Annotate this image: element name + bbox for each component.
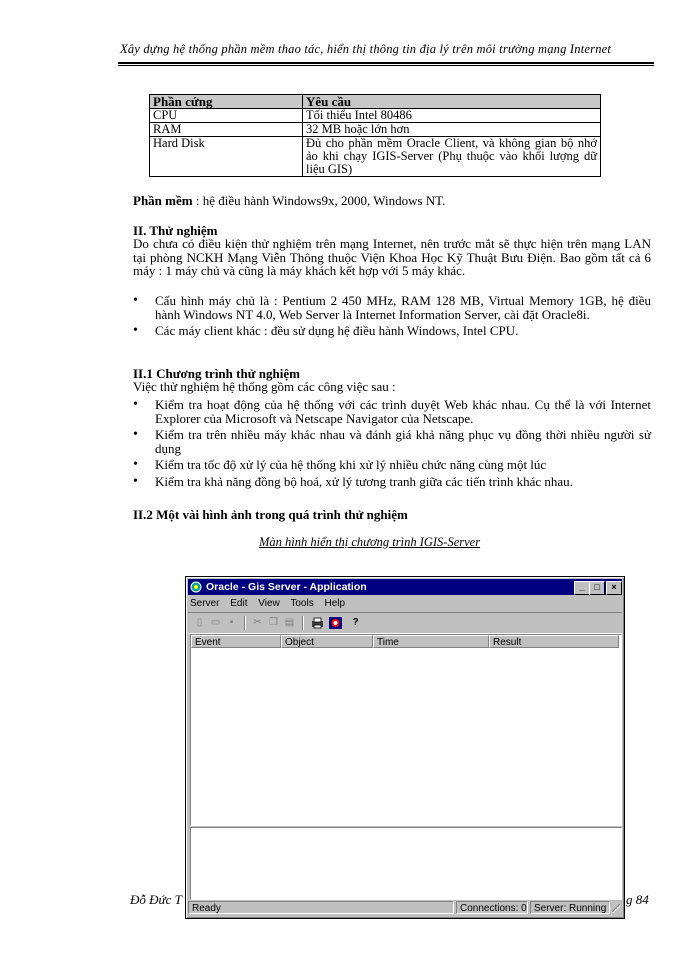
footer-page-number: g 84 — [626, 892, 649, 907]
table-header-row — [150, 95, 601, 109]
column-event[interactable]: Event — [191, 635, 281, 648]
help-icon[interactable]: ? — [352, 617, 359, 628]
section-test-paragraph: Do chưa có điều kiện thử nghiệm trên mạng Internet, nên trước mắt sẽ thực hiện trên mạng LAN tại phòng NCKH Mạng Viễn Thông thuộc Viện Khoa Học Kỹ Thuật Bưu Điện. Bao gồm tất cả 6 máy : 1 máy chủ và cũng là máy khách kết hợp với 5 máy khác. — [133, 236, 651, 278]
section-heading-test: II. Thử nghiệm — [133, 223, 218, 238]
section-test-bullets — [133, 294, 651, 341]
header-rule — [118, 62, 654, 64]
app-icon — [190, 581, 202, 593]
resize-grip-icon[interactable] — [612, 904, 621, 913]
toolbar-separator — [244, 616, 246, 630]
bullet-icon: • — [133, 457, 138, 472]
menu-edit[interactable]: Edit — [230, 598, 248, 609]
open-folder-icon[interactable]: ▭ — [210, 617, 221, 628]
cut-icon[interactable]: ✂ — [253, 617, 262, 628]
toolbar-separator — [302, 616, 304, 630]
toolbar — [188, 612, 622, 634]
list-item-text: Kiểm tra hoạt động của hệ thống với các trình duyệt Web khác nhau. Cụ thể là với Internet Explorer của Microsoft và Netscape Navigator của Netscape. — [155, 397, 651, 426]
bullet-icon: • — [133, 323, 138, 338]
status-bar — [188, 901, 622, 915]
copy-icon[interactable]: ❐ — [269, 617, 278, 628]
section-program-intro: Việc thử nghiệm hệ thống gồm các công việc sau : — [133, 379, 396, 394]
table-cell: RAM — [150, 123, 303, 137]
window-title: Oracle - Gis Server - Application — [206, 581, 367, 593]
hardware-table — [149, 94, 601, 177]
table-cell: 32 MB hoặc lớn hơn — [303, 123, 601, 137]
list-item-text: Cấu hình máy chủ là : Pentium 2 450 MHz, RAM 128 MB, Virtual Memory 1GB, hệ điều hành Windows NT 4.0, Web Server là Internet Information Server, cài đặt Oracle8i. — [155, 293, 651, 322]
bullet-icon: • — [133, 427, 138, 442]
header-rule-thin — [118, 65, 654, 66]
app-window — [185, 576, 625, 919]
table-row — [150, 123, 601, 137]
log-pane[interactable] — [190, 827, 622, 900]
status-connections: Connections: 0 — [456, 901, 528, 914]
save-icon[interactable]: ▪ — [229, 617, 234, 628]
table-cell: Hard Disk — [150, 137, 303, 177]
list-item-text: Kiểm tra tốc độ xử lý của hệ thống khi xử lý nhiều chức năng cùng một lúc — [155, 457, 547, 472]
status-ready: Ready — [188, 901, 454, 914]
software-text: : hệ điều hành Windows9x, 2000, Windows NT. — [192, 193, 446, 208]
close-button[interactable]: × — [606, 581, 622, 595]
maximize-button[interactable]: □ — [589, 581, 605, 595]
list-item-text: Kiểm tra trên nhiều máy khác nhau và đánh giá khả năng phục vụ đồng thời nhiều người sử dụng — [155, 427, 651, 456]
window-titlebar[interactable] — [188, 579, 622, 595]
status-server: Server: Running — [530, 901, 610, 914]
list-item — [133, 398, 651, 425]
bullet-icon: • — [133, 473, 138, 489]
connect-icon[interactable] — [328, 616, 343, 630]
table-row — [150, 137, 601, 177]
menu-view[interactable]: View — [258, 598, 280, 609]
list-item — [133, 294, 651, 321]
minimize-button[interactable]: _ — [574, 581, 590, 595]
column-header-hardware: Phần cứng — [150, 95, 303, 109]
bullet-icon: • — [133, 397, 138, 412]
column-result[interactable]: Result — [489, 635, 619, 648]
table-cell: Tối thiểu Intel 80486 — [303, 109, 601, 123]
list-item-text: Kiểm tra khả năng đồng bộ hoá, xử lý tương tranh giữa các tiến trình khác nhau. — [155, 473, 573, 489]
footer-author: Đỗ Đức T — [130, 892, 182, 907]
list-item-text: Các máy client khác : đều sử dụng hệ điều hành Windows, Intel CPU. — [155, 323, 519, 338]
figure-caption: Màn hình hiển thị chương trình IGIS-Server — [259, 535, 481, 549]
header-title: Xây dựng hệ thống phần mềm thao tác, hiển thị thông tin địa lý trên môi trường mạng Internet — [120, 42, 612, 56]
table-cell: Đủ cho phần mềm Oracle Client, và không gian bộ nhớ ảo khi chạy IGIS-Server (Phụ thuộc vào khối lượng dữ liệu GIS) — [303, 137, 601, 177]
event-list[interactable] — [190, 634, 622, 826]
list-item — [133, 475, 651, 489]
list-item — [133, 324, 651, 338]
section-program-bullets — [133, 398, 651, 491]
column-time[interactable]: Time — [373, 635, 489, 648]
menu-tools[interactable]: Tools — [290, 598, 314, 609]
software-label: Phần mềm — [133, 193, 193, 208]
list-item — [133, 428, 651, 455]
menu-help[interactable]: Help — [324, 598, 346, 609]
paste-icon[interactable]: ▤ — [284, 617, 295, 628]
menu-server[interactable]: Server — [190, 598, 220, 609]
column-header-requirement: Yêu cầu — [303, 95, 601, 109]
list-item — [133, 458, 651, 472]
print-icon[interactable] — [310, 616, 325, 630]
new-file-icon[interactable]: ▯ — [196, 617, 203, 628]
bullet-icon: • — [133, 293, 138, 308]
software-line — [133, 194, 651, 208]
column-object[interactable]: Object — [281, 635, 373, 648]
table-row — [150, 109, 601, 123]
table-cell: CPU — [150, 109, 303, 123]
menu-bar — [190, 597, 353, 611]
section-heading-images: II.2 Một vài hình ảnh trong quá trình thử nghiệm — [133, 507, 408, 522]
section-heading-program: II.1 Chương trình thử nghiệm — [133, 366, 300, 381]
